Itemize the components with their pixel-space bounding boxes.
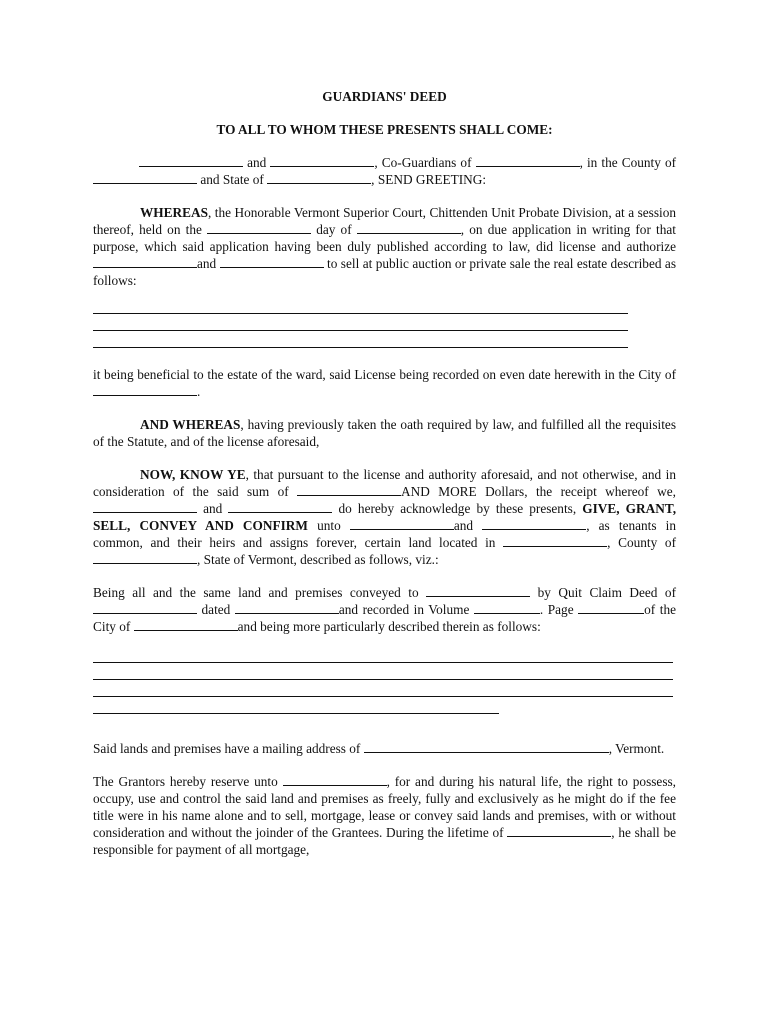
reserved-party-blank[interactable] xyxy=(283,774,387,786)
session-date-blank[interactable] xyxy=(207,222,311,234)
grantee-1-blank[interactable] xyxy=(350,518,454,530)
now-know-ye-paragraph: NOW, KNOW YE, that pursuant to the license and authority aforesaid, and not otherwise, and in consideration of the said sum of AND MORE Dollars, the receipt whereof we, and do hereby acknowledge by these presents, GIVE, GRANT, SELL, CONVEY AND CONFIRM unto and , as tenants in common, and their heirs and assigns forever, certain land located in , County of, State of Vermont, described as follows, viz.: xyxy=(93,467,677,567)
deed-city-blank[interactable] xyxy=(134,619,238,631)
authorized-2-blank[interactable] xyxy=(220,256,324,268)
conveyed-paragraph: Being all and the same land and premises conveyed to by Quit Claim Deed of dated and recorded in Volume . Page of the City of and being more particularly described therein as follows: xyxy=(93,585,676,634)
salutation: TO ALL TO WHOM THESE PRESENTS SHALL COME: xyxy=(216,122,553,137)
grantor-1-blank[interactable] xyxy=(93,501,197,513)
lifetime-party-blank[interactable] xyxy=(507,825,611,837)
page-title: GUARDIANS' DEED xyxy=(322,89,447,104)
authorized-1-blank[interactable] xyxy=(93,256,197,268)
grantee-2-blank[interactable] xyxy=(482,518,586,530)
land-county-blank[interactable] xyxy=(93,552,197,564)
greeting-paragraph: and , Co-Guardians of , in the County of and State of , SEND GREETING: xyxy=(93,154,676,188)
county-blank[interactable] xyxy=(93,172,197,184)
conveyed-to-blank[interactable] xyxy=(426,585,530,597)
beneficial-paragraph: it being beneficial to the estate of the ward, said License being recorded on even date herewith in the City of . xyxy=(93,367,676,399)
ward-name-blank[interactable] xyxy=(476,155,580,167)
grantor-2-blank[interactable] xyxy=(228,501,332,513)
reservation-paragraph: The Grantors hereby reserve unto , for and during his natural life, the right to possess, occupy, use and control the said land and premises as freely, fully and exclusively as he might do if the fee title were in his name alone and to sell, mortgage, lease or convey said lands and premises, with or without consideration and without the joinder of the Grantees. During the lifetime of , he shall be responsible for payment of all mortgage, xyxy=(93,774,677,857)
deed-of-blank[interactable] xyxy=(93,602,197,614)
state-blank[interactable] xyxy=(267,172,371,184)
city-blank[interactable] xyxy=(93,384,197,396)
guardian-2-blank[interactable] xyxy=(270,155,374,167)
dated-blank[interactable] xyxy=(235,602,339,614)
session-month-blank[interactable] xyxy=(357,222,461,234)
town-blank[interactable] xyxy=(503,535,607,547)
deed-page xyxy=(93,86,676,858)
volume-blank[interactable] xyxy=(474,602,540,614)
legal-description-line-4[interactable] xyxy=(93,713,499,714)
description-line-3[interactable] xyxy=(93,347,628,348)
and-whereas-paragraph: AND WHEREAS, having previously taken the oath required by law, and fulfilled all the requisites of the Statute, and of the license aforesaid, xyxy=(93,417,677,449)
whereas-paragraph: WHEREAS, the Honorable Vermont Superior Court, Chittenden Unit Probate Division, at a session thereof, held on the day of , on due application in writing for that purpose, which said application having been duly published according to law, did license and authorize and to sell at public auction or private sale the real estate described as follows: xyxy=(93,205,676,288)
sum-blank[interactable] xyxy=(297,484,401,496)
mailing-address-paragraph: Said lands and premises have a mailing address of , Vermont. xyxy=(93,741,665,756)
mailing-address-blank[interactable] xyxy=(364,741,609,753)
page-blank[interactable] xyxy=(578,602,644,614)
guardian-1-blank[interactable] xyxy=(139,155,243,167)
